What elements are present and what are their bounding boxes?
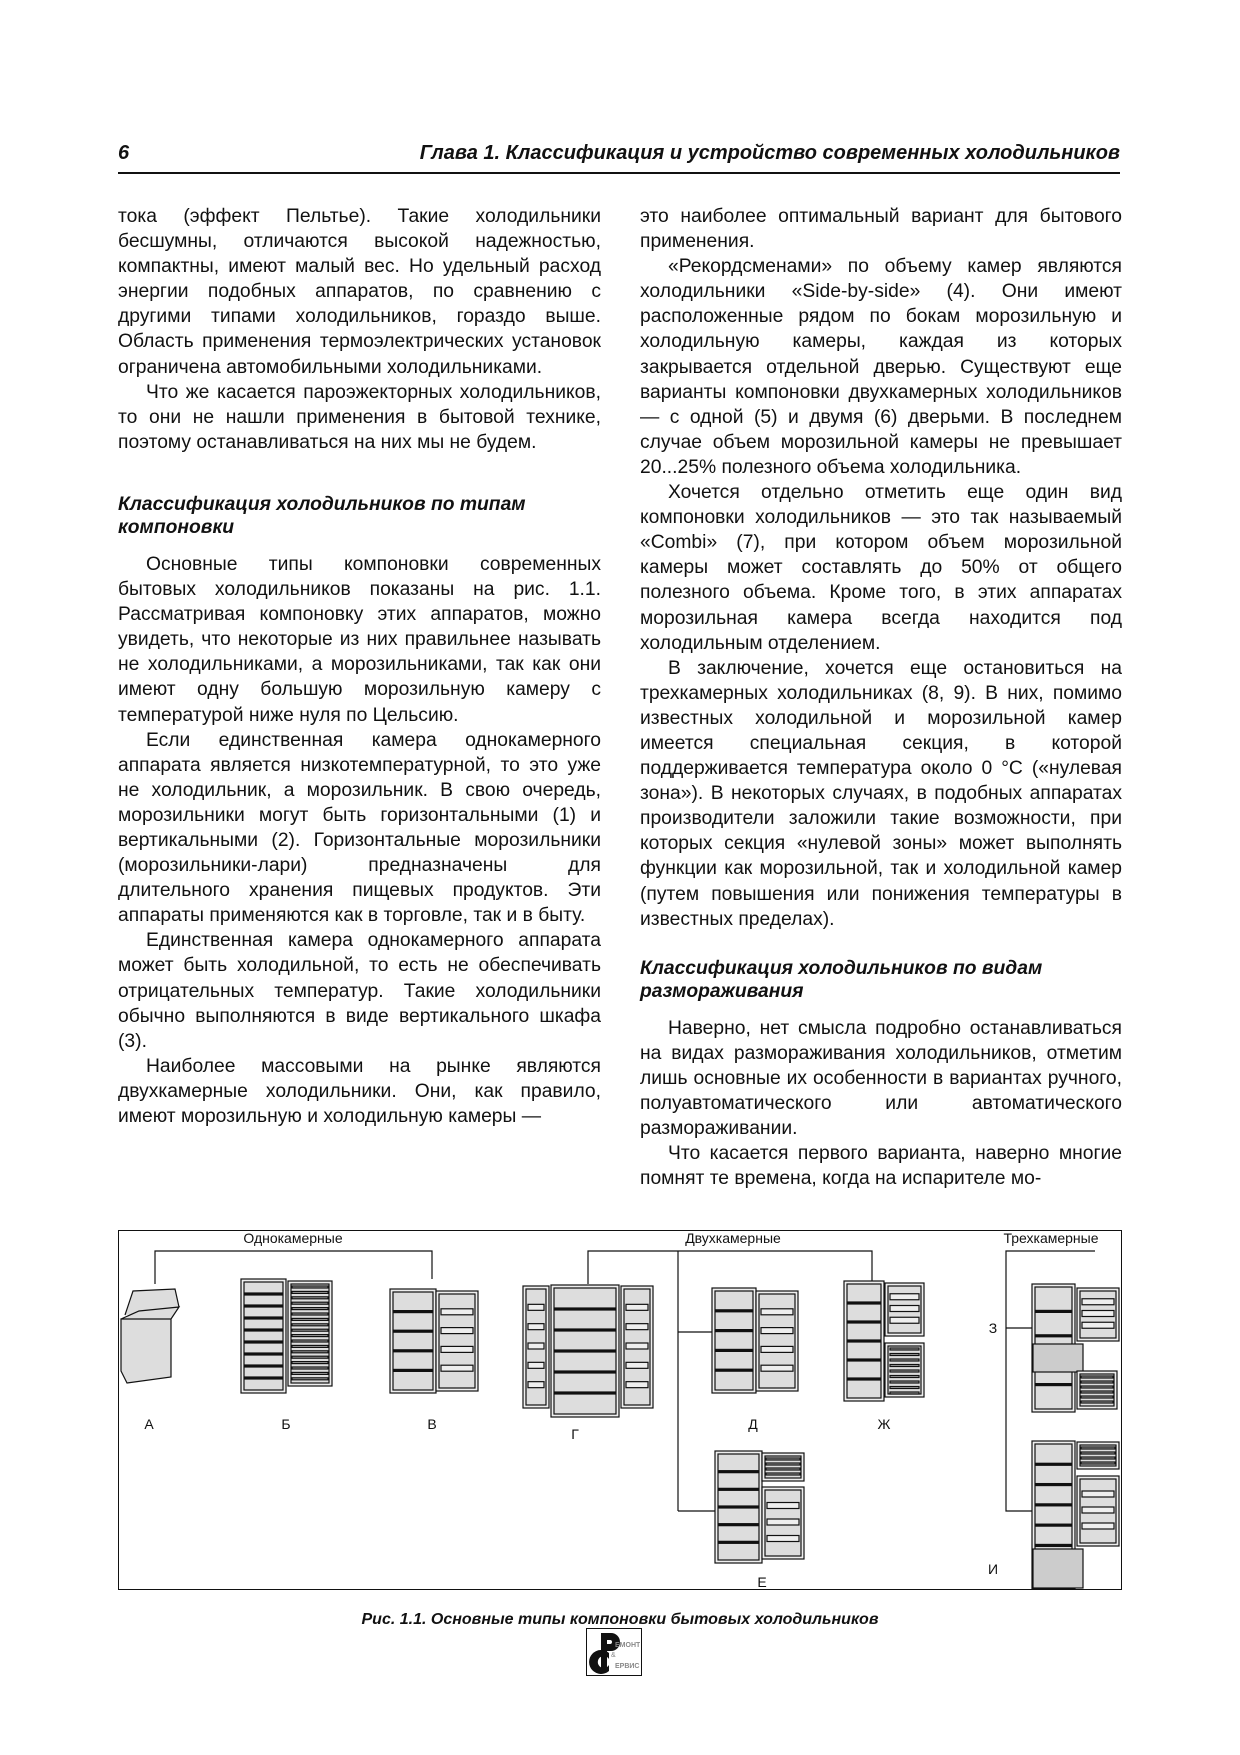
paragraph: тока (эффект Пельтье). Такие холодильники бесшумны, отличаются высокой надежностью, компактны, имеют малый вес. Но удельный расход энергии подобных аппаратов, по сравнению с другими типами холодильников, гораздо выше. Область применения термоэлектрических установок ограничена автомобильными холодильниками. xyxy=(118,206,601,378)
chest-freezer xyxy=(121,1289,179,1383)
fridge-door-bin xyxy=(761,1328,793,1334)
single-fridge-inner xyxy=(393,1292,433,1390)
door-rib xyxy=(1081,1462,1115,1464)
upright-freezer-shelf xyxy=(245,1317,282,1319)
sbs-left-door-bin xyxy=(528,1324,544,1330)
label-b: Б xyxy=(281,1416,291,1432)
upper-door-bin xyxy=(890,1317,919,1323)
door-rib xyxy=(1081,1381,1113,1383)
three-chamber-a-shelf xyxy=(1036,1384,1071,1386)
door-rib xyxy=(292,1291,328,1293)
door-rib xyxy=(292,1313,328,1315)
label-zh: Ж xyxy=(877,1416,891,1432)
upper-door-bin xyxy=(890,1294,919,1300)
door-rib xyxy=(292,1324,328,1326)
fridge-door-bin xyxy=(761,1309,793,1315)
door-rib xyxy=(1081,1396,1113,1398)
fridge-door-bin xyxy=(441,1328,473,1334)
two-door-fridge-shelf xyxy=(719,1541,758,1543)
publisher-logo xyxy=(586,1628,642,1676)
svg-text:ЕМОНТ: ЕМОНТ xyxy=(615,1642,640,1649)
fridge-door-inner xyxy=(439,1294,475,1388)
paragraph: Что касается первого варианта, наверно многие помнят те времена, когда на испарителе мо- xyxy=(640,1143,1122,1190)
side-by-side-shelf xyxy=(555,1350,615,1352)
sbs-left-door-bin xyxy=(528,1304,544,1310)
door-rib xyxy=(292,1308,328,1310)
door-rib xyxy=(292,1351,328,1353)
three-chamber-b-shelf xyxy=(1036,1504,1071,1506)
door-rib xyxy=(766,1468,800,1470)
zero-zone-drawer xyxy=(1033,1549,1083,1588)
two-door-fridge-shelf xyxy=(719,1506,758,1508)
single-fridge-shelf xyxy=(394,1330,432,1332)
top-door-bin xyxy=(1082,1322,1114,1328)
two-door-fridge-shelf xyxy=(719,1524,758,1526)
zero-zone-drawer xyxy=(1033,1344,1083,1372)
door-rib xyxy=(1081,1447,1115,1449)
label-a: А xyxy=(144,1416,154,1432)
middle-door-bin xyxy=(1082,1523,1114,1529)
svg-text:ЕРВИС: ЕРВИС xyxy=(615,1663,640,1670)
door-rib xyxy=(890,1359,919,1361)
paragraph: Наверно, нет смысла подробно останавливаться на видах размораживания холодильников, отметим лишь основные их особенности в вариантах ручного, полуавтоматического или автоматического размораживании. xyxy=(640,1017,1122,1140)
door-rib xyxy=(890,1365,919,1367)
section-heading: Классификация холодильников по типам компоновки xyxy=(118,493,526,538)
figure-caption: Рис. 1.1. Основные типы компоновки бытовых холодильников xyxy=(361,1611,879,1628)
group-label-double: Двухкамерные xyxy=(685,1231,781,1246)
door-rib xyxy=(292,1329,328,1331)
group-label-triple: Трехкамерные xyxy=(1003,1231,1099,1246)
figure-refrigerator-layouts xyxy=(118,1230,1122,1590)
sbs-right-door-bin xyxy=(626,1362,648,1368)
door-rib xyxy=(1081,1457,1115,1459)
sbs-right-door-bin xyxy=(626,1304,648,1310)
fridge-door-bin xyxy=(767,1519,799,1525)
door-rib xyxy=(292,1345,328,1347)
sbs-left-door-bin xyxy=(528,1382,544,1388)
sbs-right-door-bin xyxy=(626,1343,648,1349)
group-label-single: Однокамерные xyxy=(243,1231,343,1246)
door-rib xyxy=(292,1367,328,1369)
middle-door-bin xyxy=(1082,1491,1114,1497)
door-rib xyxy=(890,1348,919,1350)
door-rib xyxy=(890,1381,919,1383)
two-chamber-one-door-inner xyxy=(715,1291,753,1390)
paragraph: Основные типы компоновки современных бытовых холодильников показаны на рис. 1.1. Рассматривая компоновку этих аппаратов, можно увидеть, что некоторые из них правильнее называть не холодильниками, а морозильниками, так как они имеют одну большую морозильную камеру с температурой ниже нуля по Цельсию. xyxy=(118,553,601,726)
single-fridge-shelf xyxy=(394,1350,432,1352)
fridge-door-bin xyxy=(761,1365,793,1371)
door-rib xyxy=(292,1340,328,1342)
combi-shelf xyxy=(848,1359,880,1361)
three-chamber-b-shelf xyxy=(1036,1524,1071,1526)
door-rib xyxy=(292,1286,328,1288)
door-rib xyxy=(1081,1391,1113,1393)
sbs-left-door-bin xyxy=(528,1362,544,1368)
upright-freezer-shelf xyxy=(245,1377,282,1379)
right-column xyxy=(640,204,1122,1191)
two-chamber-one-door-shelf xyxy=(716,1310,752,1312)
two-chamber-one-door-shelf xyxy=(716,1369,752,1371)
door-rib xyxy=(766,1473,800,1475)
running-header xyxy=(118,138,1120,174)
label-g: Г xyxy=(571,1426,579,1442)
upright-freezer-shelf xyxy=(245,1293,282,1295)
page-number: 6 xyxy=(118,142,130,164)
door-rib xyxy=(1081,1386,1113,1388)
fridge-door-bin xyxy=(441,1346,473,1352)
door-rib xyxy=(1081,1401,1113,1403)
side-by-side-shelf xyxy=(555,1392,615,1394)
door-rib xyxy=(292,1302,328,1304)
door-rib xyxy=(292,1378,328,1380)
three-chamber-a-shelf xyxy=(1036,1310,1071,1312)
door-rib xyxy=(1081,1376,1113,1378)
side-by-side-shelf xyxy=(555,1329,615,1331)
combi-shelf xyxy=(848,1378,880,1380)
door-rib xyxy=(292,1372,328,1374)
door-rib xyxy=(292,1318,328,1320)
label-i: И xyxy=(987,1561,999,1577)
door-rib xyxy=(292,1297,328,1299)
paragraph: Хочется отдельно отметить еще один вид компоновки холодильников — это так называемый «Combi» (7), при котором объем морозильной камеры может составлять до 50% от общего полезного объема. Кроме того, в этих аппаратах морозильная камера всегда находится под холодильным отделением. xyxy=(640,482,1122,654)
three-chamber-b-shelf xyxy=(1036,1463,1071,1465)
label-v: В xyxy=(427,1416,437,1432)
combi-shelf xyxy=(848,1321,880,1323)
door-rib xyxy=(766,1458,800,1460)
upright-freezer-shelf xyxy=(245,1329,282,1331)
upright-freezer-inner xyxy=(244,1282,283,1390)
door-rib xyxy=(1081,1452,1115,1454)
single-fridge-shelf xyxy=(394,1311,432,1313)
paragraph: В заключение, хочется еще остановиться на трехкамерных холодильниках (8, 9). В них, помимо известных холодильной и морозильной камер имеется специальная секция, в которой поддерживается температура около 0 °С («нулевая зона»). В некоторых случаях, в подобных аппаратах производители заложили такие возможности, при которых секция «нулевой зоны» может выполнять функции как морозильной, так и холодильной камер (путем повышения или понижения температуры в известных пределах). xyxy=(640,657,1122,930)
side-by-side-shelf xyxy=(555,1308,615,1310)
upright-freezer-shelf xyxy=(245,1305,282,1307)
two-chamber-one-door-shelf xyxy=(716,1330,752,1332)
sbs-right-door-bin xyxy=(626,1324,648,1330)
fridge-door-inner xyxy=(759,1294,795,1388)
upright-freezer-shelf xyxy=(245,1353,282,1355)
door-rib xyxy=(766,1463,800,1465)
upright-freezer-shelf xyxy=(245,1365,282,1367)
door-rib xyxy=(890,1392,919,1394)
label-z: З xyxy=(988,1320,998,1336)
label-d: Д xyxy=(748,1416,758,1432)
paragraph: «Рекордсменами» по объему камер являются холодильники «Side-by-side» (4). Они имеют расположенные рядом по бокам морозильную и холодильную камеры, каждая из которых закрывается отдельной дверью. Существуют еще варианты компоновки двухкамерных холодильников — с одной (5) и двумя (6) дверьми. В последнем случае объем морозильной камеры не превышает 20...25% полезного объема холодильника. xyxy=(640,256,1122,478)
sbs-left-door-bin xyxy=(528,1343,544,1349)
paragraph: Единственная камера однокамерного аппарата может быть холодильной, то есть не обеспечивать отрицательных температур. Такие холодильники обычно выполняются в виде вертикального шкафа (3). xyxy=(118,930,601,1052)
svg-text:&: & xyxy=(611,1652,616,1659)
chapter-title: Глава 1. Классификация и устройство современных холодильников xyxy=(419,142,1120,164)
side-by-side-shelf xyxy=(555,1371,615,1373)
door-rib xyxy=(890,1370,919,1372)
left-column xyxy=(118,204,601,1129)
fridge-door-bin xyxy=(767,1503,799,1509)
fridge-door-bin xyxy=(767,1536,799,1542)
paragraph: Наиболее массовыми на рынке являются двухкамерные холодильники. Они, как правило, имеют морозильную и холодильную камеры — xyxy=(118,1055,601,1127)
upper-door-bin xyxy=(890,1306,919,1312)
door-rib xyxy=(890,1376,919,1378)
door-rib xyxy=(292,1362,328,1364)
middle-door-bin xyxy=(1082,1507,1114,1513)
door-rib xyxy=(292,1356,328,1358)
door-rib xyxy=(890,1354,919,1356)
combi-shelf xyxy=(848,1302,880,1304)
single-fridge-shelf xyxy=(394,1369,432,1371)
paragraph: Если единственная камера однокамерного аппарата является низкотемпературной, то это уже не холодильник, а морозильник. В свою очередь, морозильники могут быть горизонтальными (1) и вертикальными (2). Горизонтальные морозильники (морозильники-лари) предназначены для длительного хранения пищевых продуктов. Эти аппараты применяются как в торговле, так и в быту. xyxy=(118,729,601,927)
three-chamber-a-shelf xyxy=(1036,1335,1071,1337)
sbs-right-door-bin xyxy=(626,1382,648,1388)
fridge-door-bin xyxy=(441,1365,473,1371)
upright-freezer-shelf xyxy=(245,1341,282,1343)
three-chamber-b-shelf xyxy=(1036,1484,1071,1486)
fridge-door-bin xyxy=(761,1346,793,1352)
three-chamber-b-shelf xyxy=(1036,1544,1071,1546)
two-chamber-one-door-shelf xyxy=(716,1349,752,1351)
paragraph: Что же касается пароэжекторных холодильников, то они не нашли применения в бытовой технике, поэтому останавливаться на них мы не будем. xyxy=(118,381,601,453)
section-heading: Классификация холодильников по видам размораживания xyxy=(640,957,1043,1002)
door-rib xyxy=(890,1387,919,1389)
two-door-fridge-shelf xyxy=(719,1488,758,1490)
combi-shelf xyxy=(848,1340,880,1342)
door-rib xyxy=(292,1335,328,1337)
two-door-fridge-shelf xyxy=(719,1471,758,1473)
fridge-door-bin xyxy=(441,1309,473,1315)
top-door-bin xyxy=(1082,1299,1114,1305)
paragraph: это наиболее оптимальный вариант для бытового применения. xyxy=(640,206,1122,253)
label-e: Е xyxy=(757,1574,767,1590)
top-door-bin xyxy=(1082,1311,1114,1317)
